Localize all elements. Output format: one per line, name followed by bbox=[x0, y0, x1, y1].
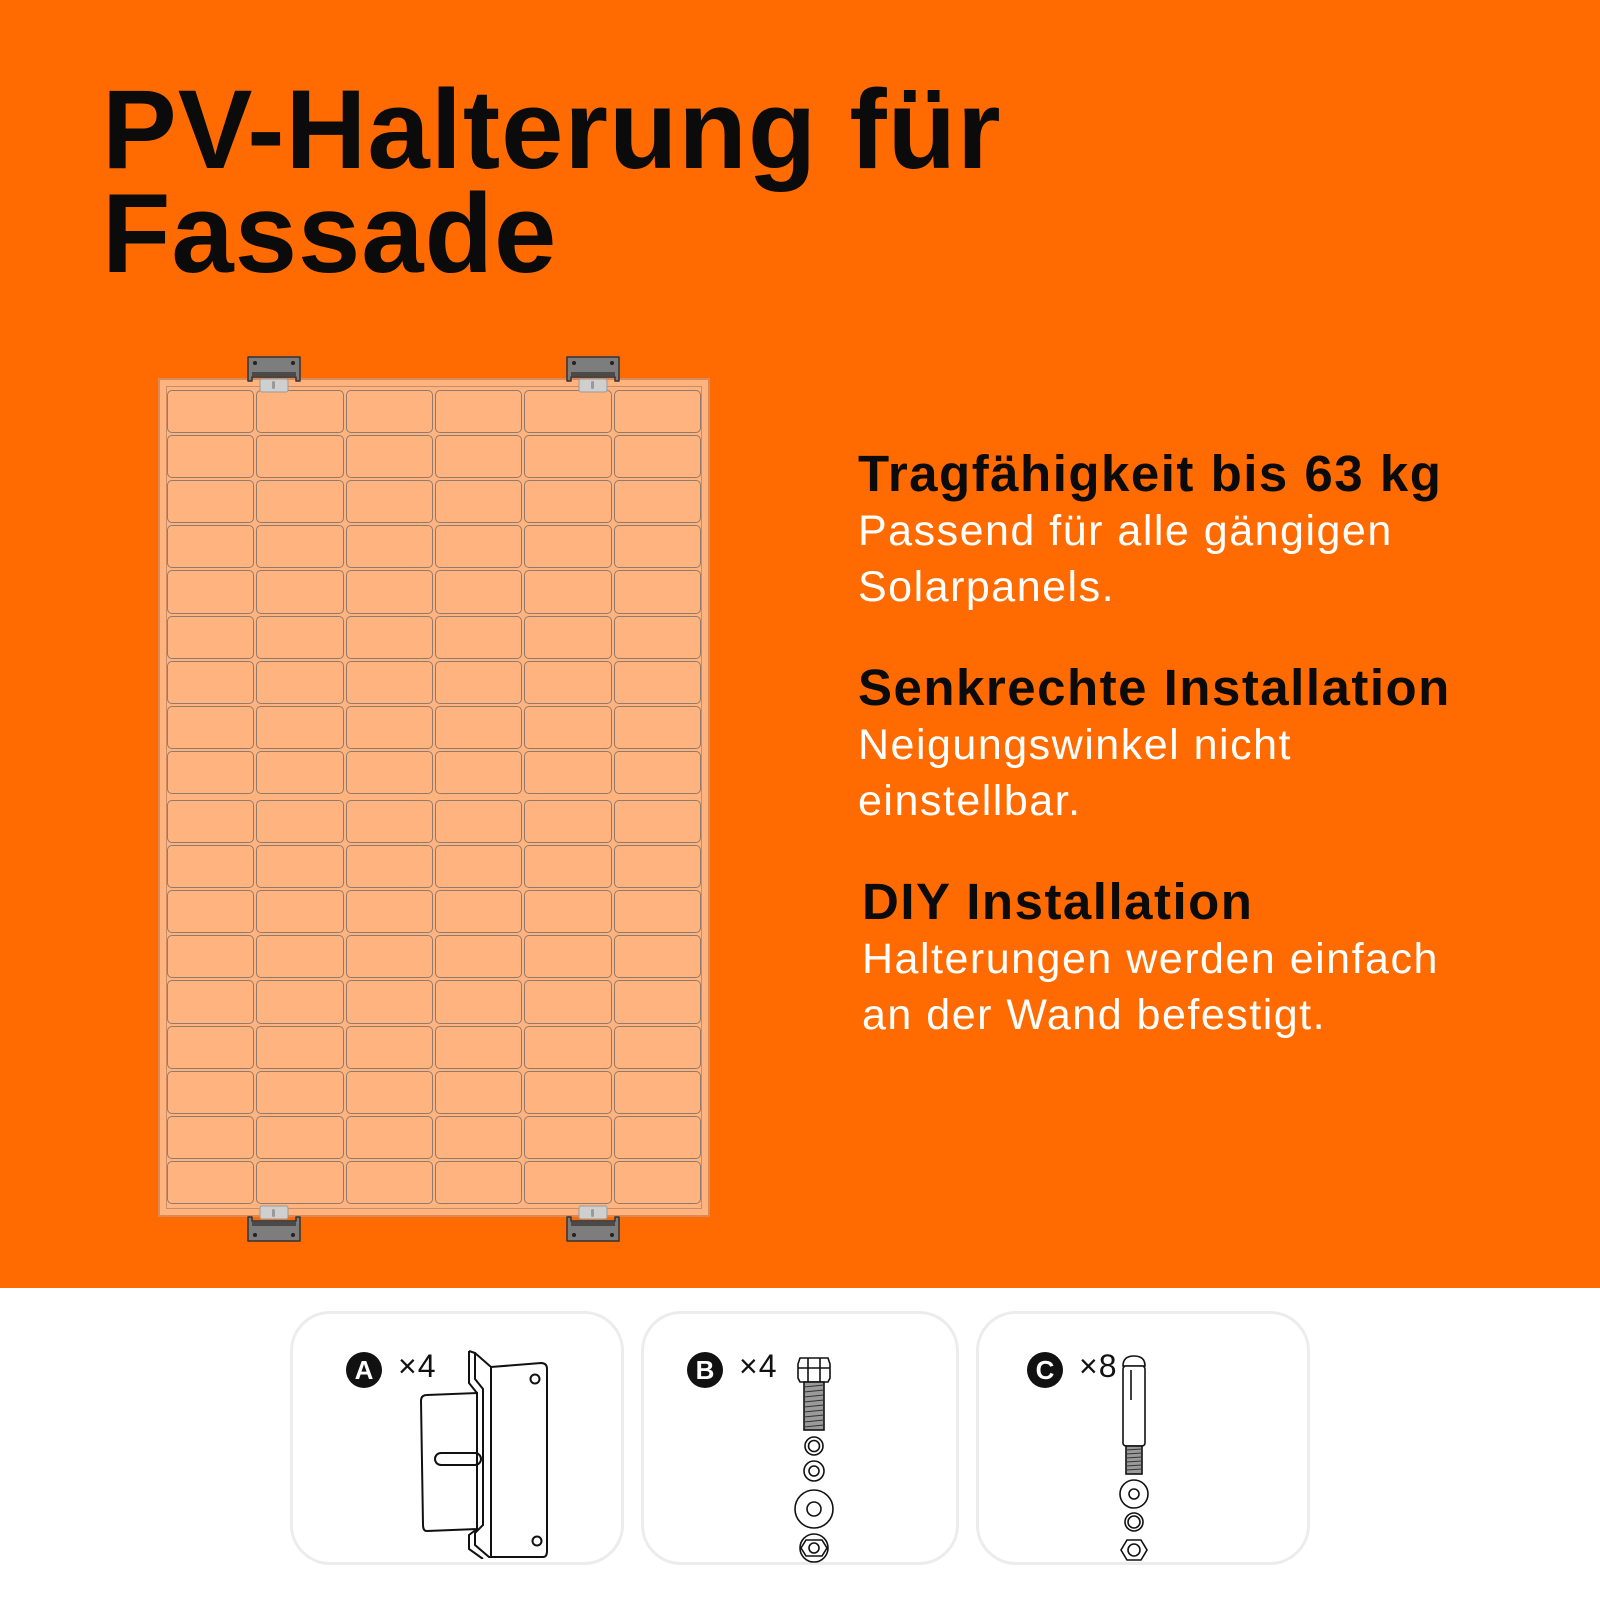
solar-cell bbox=[167, 661, 254, 704]
solar-cell bbox=[256, 1161, 343, 1204]
solar-cell bbox=[524, 845, 611, 888]
solar-cell bbox=[346, 661, 433, 704]
solar-cell bbox=[256, 1116, 343, 1159]
mounting-bracket-icon bbox=[413, 1349, 553, 1559]
solar-cell bbox=[435, 661, 522, 704]
solar-cell bbox=[524, 800, 611, 843]
solar-cell bbox=[524, 890, 611, 933]
solar-cell bbox=[346, 570, 433, 613]
solar-cell bbox=[524, 706, 611, 749]
solar-cell bbox=[524, 1026, 611, 1069]
solar-cell bbox=[614, 525, 701, 568]
solar-cell bbox=[346, 1161, 433, 1204]
solar-cell bbox=[167, 390, 254, 433]
solar-cell bbox=[346, 1116, 433, 1159]
part-card-c bbox=[976, 1311, 1310, 1565]
solar-cell bbox=[167, 890, 254, 933]
solar-panel-illustration bbox=[158, 378, 710, 1217]
solar-cell bbox=[435, 1161, 522, 1204]
solar-cell bbox=[346, 800, 433, 843]
solar-cell bbox=[435, 390, 522, 433]
solar-cell bbox=[346, 525, 433, 568]
solar-cell bbox=[524, 616, 611, 659]
solar-cell bbox=[614, 751, 701, 794]
solar-cell bbox=[435, 800, 522, 843]
solar-cell bbox=[346, 890, 433, 933]
solar-cell bbox=[256, 845, 343, 888]
part-quantity: ×4 bbox=[739, 1348, 778, 1384]
solar-cell bbox=[256, 435, 343, 478]
panel-cells-bottom-half bbox=[167, 800, 701, 1204]
solar-cell bbox=[524, 980, 611, 1023]
feature-description-line: Solarpanels. bbox=[858, 563, 1116, 611]
solar-cell bbox=[435, 570, 522, 613]
solar-cell bbox=[614, 1071, 701, 1114]
solar-cell bbox=[524, 1116, 611, 1159]
solar-cell bbox=[435, 890, 522, 933]
solar-cell bbox=[524, 935, 611, 978]
solar-cell bbox=[256, 935, 343, 978]
solar-cell bbox=[167, 800, 254, 843]
solar-cell bbox=[524, 1071, 611, 1114]
solar-cell bbox=[524, 435, 611, 478]
solar-cell bbox=[346, 1026, 433, 1069]
solar-cell bbox=[346, 390, 433, 433]
feature-description-line: an der Wand befestigt. bbox=[862, 991, 1327, 1039]
solar-cell bbox=[167, 525, 254, 568]
panel-cells-top-half bbox=[167, 390, 701, 794]
solar-cell bbox=[167, 845, 254, 888]
solar-cell bbox=[256, 616, 343, 659]
solar-cell bbox=[614, 480, 701, 523]
feature-title: Tragfähigkeit bis 63 kg bbox=[858, 445, 1443, 502]
solar-cell bbox=[524, 661, 611, 704]
feature-description-line: einstellbar. bbox=[858, 777, 1082, 825]
solar-cell bbox=[614, 1161, 701, 1204]
solar-cell bbox=[435, 1026, 522, 1069]
bracket-bottom-right-icon bbox=[565, 1205, 621, 1243]
solar-cell bbox=[435, 525, 522, 568]
solar-cell bbox=[346, 480, 433, 523]
solar-cell bbox=[346, 435, 433, 478]
solar-cell bbox=[435, 935, 522, 978]
bracket-bottom-left-icon bbox=[246, 1205, 302, 1243]
solar-cell bbox=[167, 980, 254, 1023]
page-title bbox=[102, 67, 1002, 296]
solar-cell bbox=[256, 800, 343, 843]
solar-cell bbox=[167, 435, 254, 478]
solar-cell bbox=[256, 390, 343, 433]
solar-cell bbox=[256, 525, 343, 568]
title-line-2: Fassade bbox=[102, 171, 558, 296]
feature-vertical-installation bbox=[858, 659, 1578, 829]
solar-cell bbox=[435, 1116, 522, 1159]
part-letter-badge: C bbox=[1027, 1352, 1063, 1388]
solar-cell bbox=[256, 751, 343, 794]
solar-cell bbox=[167, 480, 254, 523]
solar-cell bbox=[167, 706, 254, 749]
bracket-top-right-icon bbox=[565, 355, 621, 393]
solar-cell bbox=[167, 751, 254, 794]
solar-cell bbox=[524, 1161, 611, 1204]
solar-cell bbox=[256, 570, 343, 613]
solar-cell bbox=[524, 480, 611, 523]
solar-cell bbox=[524, 525, 611, 568]
solar-cell bbox=[435, 751, 522, 794]
solar-cell bbox=[435, 1071, 522, 1114]
feature-description-line: Halterungen werden einfach bbox=[862, 935, 1439, 983]
feature-load-capacity bbox=[858, 445, 1578, 615]
solar-cell bbox=[614, 980, 701, 1023]
solar-cell bbox=[614, 435, 701, 478]
solar-cell bbox=[614, 706, 701, 749]
part-card-b bbox=[641, 1311, 959, 1565]
solar-cell bbox=[346, 1071, 433, 1114]
feature-list bbox=[858, 445, 1578, 1087]
bolt-washer-nut-icon bbox=[784, 1354, 844, 1564]
solar-cell bbox=[167, 616, 254, 659]
bracket-top-left-icon bbox=[246, 355, 302, 393]
solar-cell bbox=[614, 800, 701, 843]
solar-cell bbox=[256, 890, 343, 933]
solar-cell bbox=[346, 751, 433, 794]
title-line-1: PV-Halterung für bbox=[102, 67, 1002, 192]
solar-cell bbox=[346, 980, 433, 1023]
solar-cell bbox=[256, 661, 343, 704]
solar-cell bbox=[435, 435, 522, 478]
solar-cell bbox=[167, 1026, 254, 1069]
solar-cell bbox=[614, 1026, 701, 1069]
part-letter-badge: B bbox=[687, 1352, 723, 1388]
feature-title: DIY Installation bbox=[862, 873, 1254, 930]
solar-cell bbox=[435, 480, 522, 523]
solar-cell bbox=[614, 390, 701, 433]
solar-cell bbox=[167, 1071, 254, 1114]
feature-diy-installation bbox=[862, 873, 1578, 1043]
solar-cell bbox=[614, 890, 701, 933]
part-quantity: ×4 bbox=[398, 1348, 437, 1384]
solar-cell bbox=[435, 616, 522, 659]
solar-cell bbox=[614, 570, 701, 613]
solar-cell bbox=[524, 751, 611, 794]
feature-description-line: Neigungswinkel nicht bbox=[858, 721, 1292, 769]
solar-cell bbox=[256, 480, 343, 523]
solar-cell bbox=[167, 935, 254, 978]
solar-cell bbox=[346, 935, 433, 978]
solar-cell bbox=[435, 706, 522, 749]
solar-cell bbox=[346, 845, 433, 888]
solar-cell bbox=[614, 616, 701, 659]
solar-cell bbox=[167, 1116, 254, 1159]
part-quantity: ×8 bbox=[1079, 1348, 1118, 1384]
feature-title: Senkrechte Installation bbox=[858, 659, 1451, 716]
solar-cell bbox=[167, 1161, 254, 1204]
anchor-bolt-icon bbox=[1109, 1352, 1159, 1564]
solar-cell bbox=[167, 570, 254, 613]
solar-cell bbox=[614, 845, 701, 888]
solar-cell bbox=[346, 616, 433, 659]
solar-cell bbox=[614, 1116, 701, 1159]
solar-cell bbox=[614, 935, 701, 978]
part-card-a bbox=[290, 1311, 624, 1565]
feature-description-line: Passend für alle gängigen bbox=[858, 507, 1393, 555]
solar-cell bbox=[256, 706, 343, 749]
solar-cell bbox=[256, 1026, 343, 1069]
solar-cell bbox=[435, 980, 522, 1023]
part-letter-badge: A bbox=[346, 1352, 382, 1388]
solar-cell bbox=[614, 661, 701, 704]
solar-cell bbox=[256, 1071, 343, 1114]
solar-cell bbox=[346, 706, 433, 749]
solar-cell bbox=[256, 980, 343, 1023]
solar-cell bbox=[524, 570, 611, 613]
solar-cell bbox=[435, 845, 522, 888]
solar-cell bbox=[524, 390, 611, 433]
